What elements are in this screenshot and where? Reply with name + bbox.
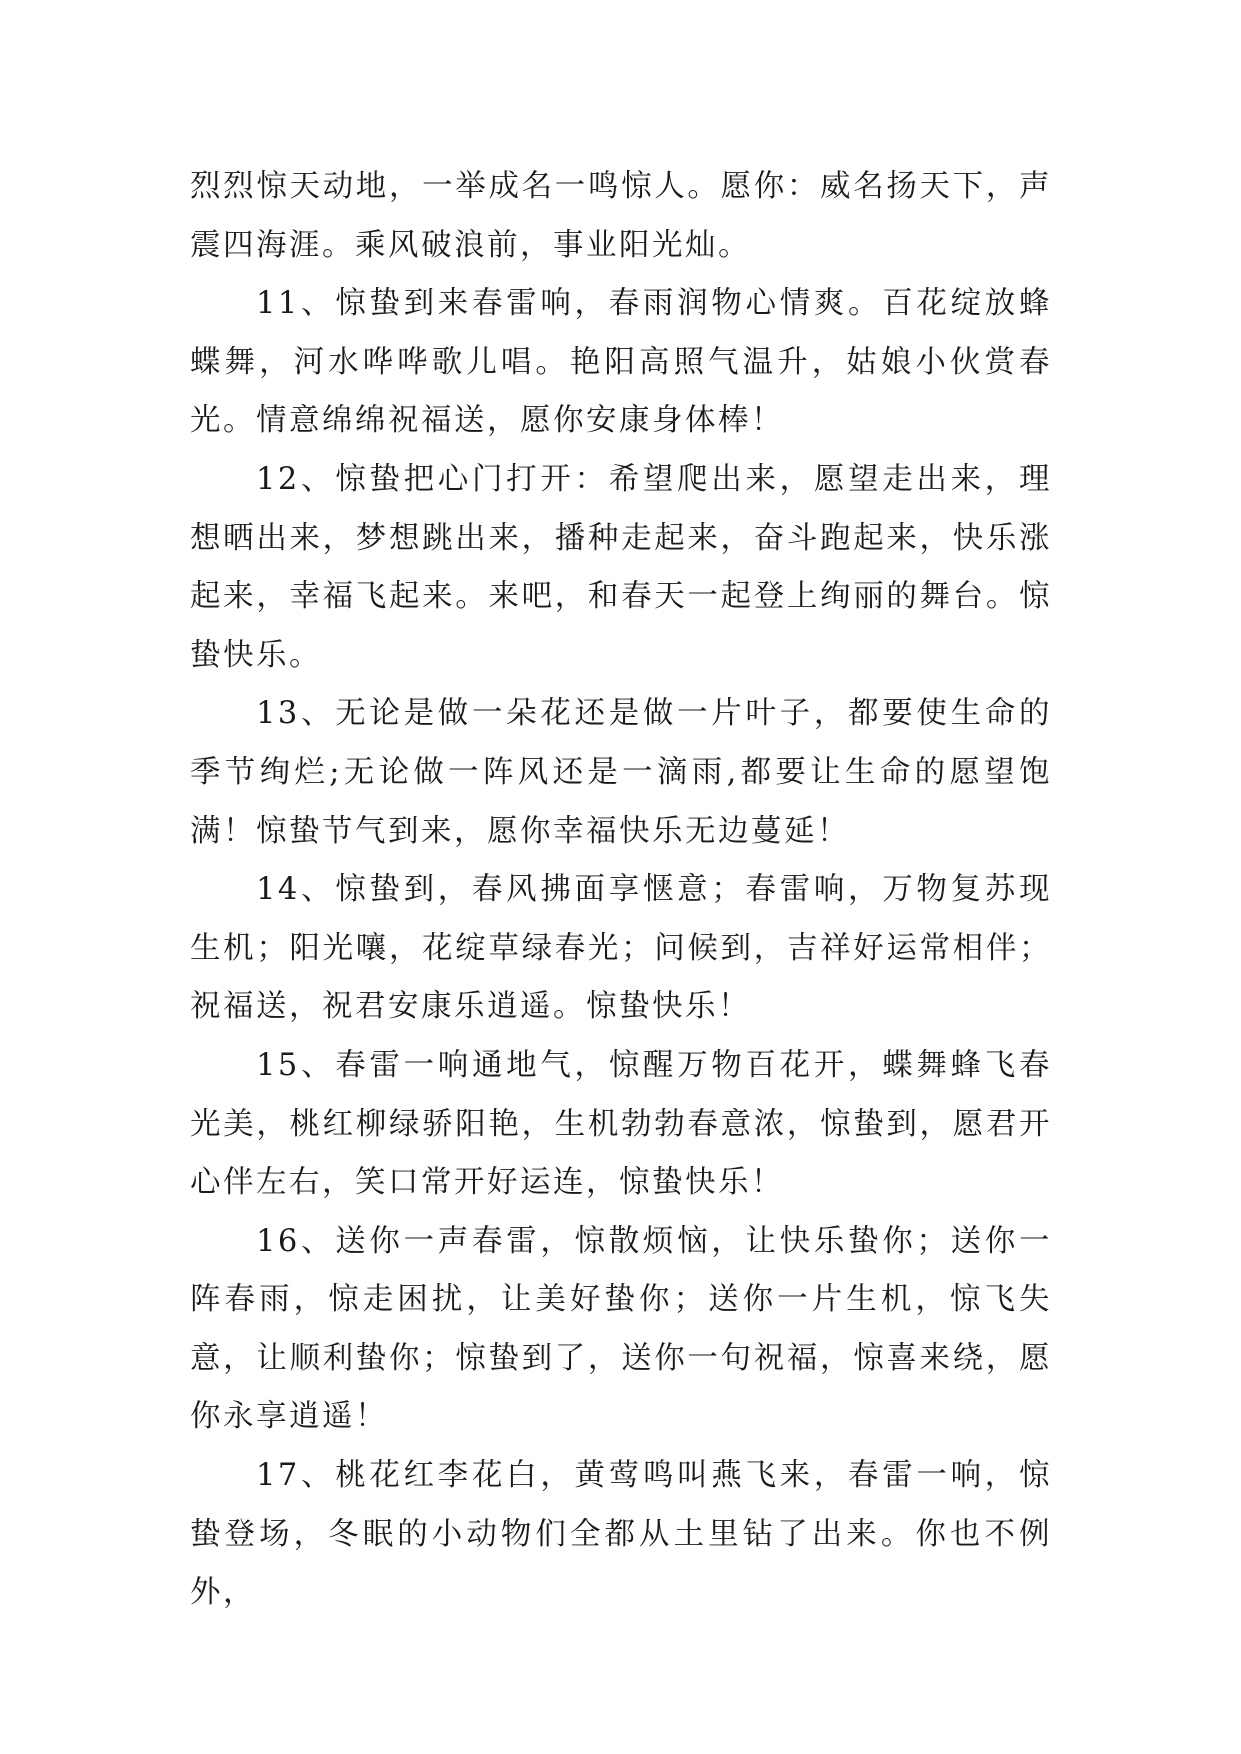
paragraph-item-16: 16、送你一声春雷，惊散烦恼，让快乐蛰你；送你一阵春雨，惊走困扰，让美好蛰你；送你一片生机，惊飞失意，让顺利蛰你；惊蛰到了，送你一句祝福，惊喜来绕，愿你永享逍遥！ xyxy=(190,1223,1052,1435)
paragraph-item-14: 14、惊蛰到，春风拂面享惬意；春雷响，万物复苏现生机；阳光嚷，花绽草绿春光；问候到，吉祥好运常相伴；祝福送，祝君安康乐逍遥。惊蛰快乐！ xyxy=(190,872,1052,1025)
paragraph-continuation: 烈烈惊天动地，一举成名一鸣惊人。愿你：威名扬天下，声震四海涯。乘风破浪前，事业阳光灿。 xyxy=(190,169,1052,263)
paragraph-item-15: 15、春雷一响通地气，惊醒万物百花开，蝶舞蜂飞春光美，桃红柳绿骄阳艳，生机勃勃春意浓，惊蛰到，愿君开心伴左右，笑口常开好运连，惊蛰快乐！ xyxy=(190,1047,1052,1201)
document-body xyxy=(190,158,1052,1623)
paragraph-item-11: 11、惊蛰到来春雷响，春雨润物心情爽。百花绽放蜂蝶舞，河水哗哗歌儿唱。艳阳高照气温升，姑娘小伙赏春光。情意绵绵祝福送，愿你安康身体棒！ xyxy=(190,286,1052,439)
paragraph-item-17: 17、桃花红李花白，黄莺鸣叫燕飞来，春雷一响，惊蛰登场，冬眠的小动物们全都从土里钻了出来。你也不例外， xyxy=(190,1458,1052,1611)
paragraph-item-13: 13、无论是做一朵花还是做一片叶子，都要使生命的季节绚烂;无论做一阵风还是一滴雨,都要让生命的愿望饱满！惊蛰节气到来，愿你幸福快乐无边蔓延！ xyxy=(190,696,1052,849)
paragraph-item-12: 12、惊蛰把心门打开：希望爬出来，愿望走出来，理想晒出来，梦想跳出来，播种走起来，奋斗跑起来，快乐涨起来，幸福飞起来。来吧，和春天一起登上绚丽的舞台。惊蛰快乐。 xyxy=(190,461,1052,673)
